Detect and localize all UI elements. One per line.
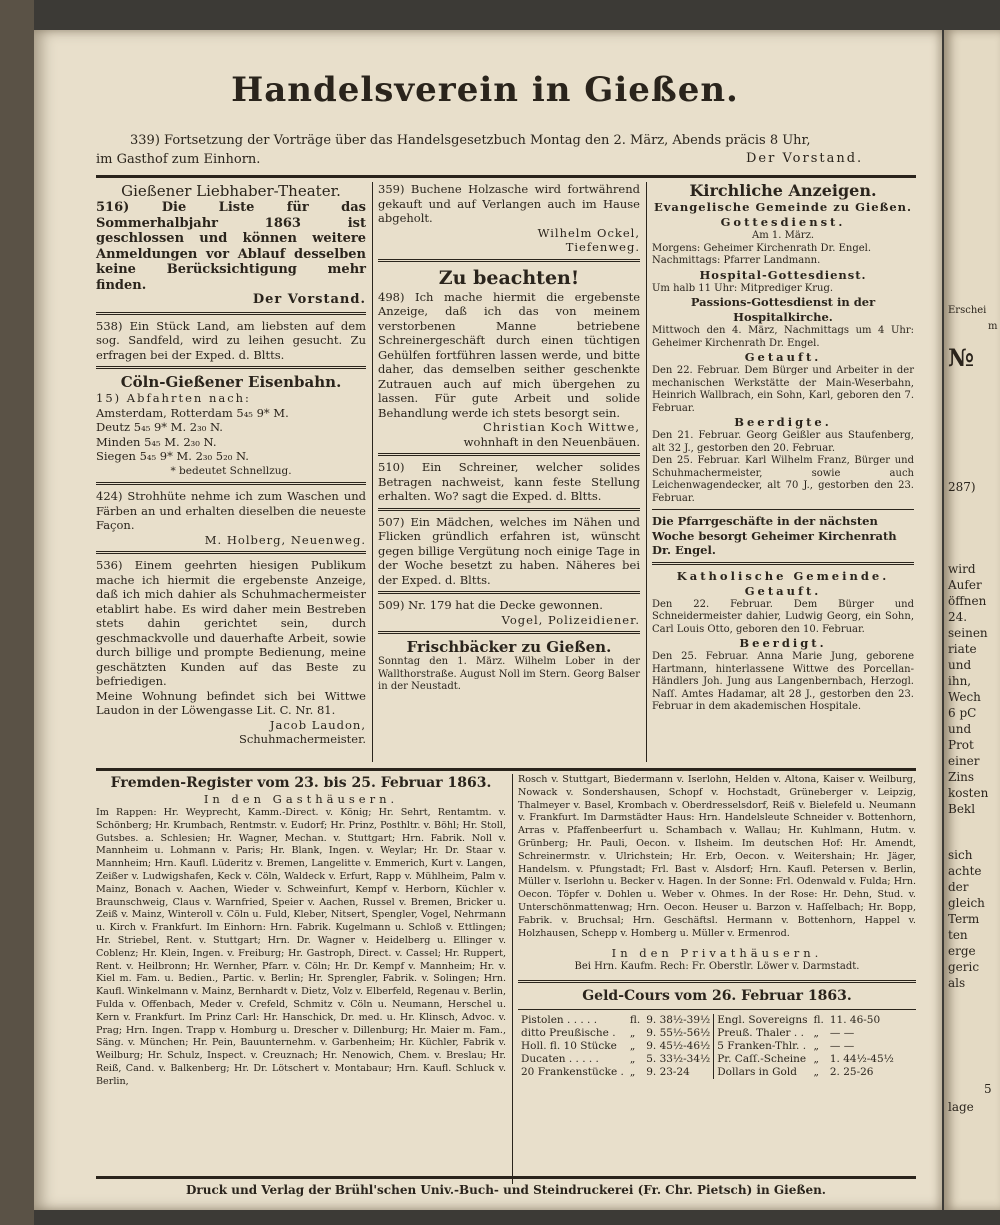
column-divider-1 [372,182,373,762]
geld-row [518,1027,897,1040]
geld-cell: „ [813,1065,819,1078]
geld-cell: Holl. fl. 10 Stücke [521,1039,617,1052]
geld-cell: 1. 44½-45½ [829,1052,894,1065]
adjacent-text-9: seinen [948,626,988,640]
catholic-buried-text: Den 25. Februar. Anna Marie Jung, geborene Hartmann, hinterlassene Wittwe des Porcellan-Händlers Joh. Jung aus Langenbernbach, Herzogl. Naſſ. Amtes Hadamar, alt 28 J., gestorben den 23. Februar in dem akademischen Hospitale. [652,651,914,712]
geld-cell: 5. 33½-34½ [646,1052,711,1065]
geld-cell: 9. 38½-39½ [646,1013,711,1026]
railway-line-3: Minden 5₄₅ M. 2₃₀ N. [96,434,217,449]
theater-signature: Der Vorstand. [252,292,366,307]
geld-table [518,1014,897,1079]
hospital-title: Hospital-Gottesdienst. [699,267,867,282]
notice-line-2: im Gasthof zum Einhorn. [96,152,261,167]
catholic-buried-title: Beerdigt. [739,636,827,650]
adjacent-text-12: ihn, [948,674,972,688]
church-title: Kirchliche Anzeigen. [689,181,877,200]
notice-line-1: 339) Fortsetzung der Vorträge über das Handelsgesetzbuch Montag den 2. März, Abends präcis 8 Uhr, [130,133,811,148]
hospital-text: Um halb 11 Uhr: Mitprediger Krug. [652,282,834,294]
adjacent-text-7: öffnen [948,594,987,608]
geld-row [518,1053,897,1066]
adjacent-text-11: und [948,658,972,672]
header-rule [96,175,916,178]
geld-cell: „ [813,1026,819,1039]
shoemaker-ad: 536) Einem geehrten hiesigen Publikum mache ich hiermit die ergebenste Anzeige, daß ich mich dahier als Schuhmachermeister etablirt habe. Es wird daher mein Bestreben stets dahin gerichtet sein, durch geschmackvolle und dauerhafte Arbeit, sowie durch billige und prompte Bedienung, meine geschätzten Kunden auf das Beste zu befriedigen. [96,558,366,688]
joiner-ad: 510) Ein Schreiner, welcher solides Betragen nachweist, kann feste Stellung erhalten. Wo? sagt die Exped. d. Bltts. [378,460,640,503]
geld-cell: Dollars in Gold [714,1066,811,1079]
woodash-signature-2: Tiefenweg. [565,240,640,254]
adjacent-text-19: kosten [948,786,989,800]
adjacent-text-31: lage [948,1100,974,1114]
geld-cell: — — [829,1039,855,1052]
railway-title: Cöln-Gießener Eisenbahn. [120,373,342,391]
railway-line-4: Siegen 5₄₅ 9* M. 2₃₀ 5₂₀ N. [96,449,249,463]
column-3 [652,182,914,714]
adjacent-text-20: Bekl [948,802,976,816]
geld-row [518,1040,897,1053]
register-text-right: Rosch v. Stuttgart, Biedermann v. Iserlohn, Helden v. Altona, Kaiser v. Weilburg, Nowack v. Sondershausen, Schopf v. Hochstadt, Grüneberger v. Leipzig, Thalmeyer v. Basel, Krombach v. Oberdresselsdorf, Reiß v. Bielefeld u. Neumann v. Frankfurt. Im Darmstädter Haus: Hrn. Handelsleute Schneider v. Bottenhorn, Arras v. Pfaffenbeerfurt u. Schambach v. Wallau; Hr. Kuhlmann, Hutm. v. Grünberg; Hr. Pauli, Oecon. v. Ilsheim. Im deutschen Hof: Hr. Amendt, Schreinermstr. v. Ulrichstein; Hr. Erb, Oecon. v. Weitershain; Hr. Jäger, Handelsm. v. Pfungstadt; Frl. Bast v. Alsdorf; Hrn. Kaufl. Petersen v. Berlin, Müller v. Iserlohn u. Becker v. Hagen. In der Sonne: Frl. Odenwald v. Fulda; Hrn. Oecon. Töpfer v. Dohlen u. Weber v. Ohmes. In der Rose: Hr. Dehn, Stud. v. Unterschönmattenwag; Hrn. Oecon. Heuser u. Barzon v. Haſſelbach; Hr. Bopp, Fabrik. v. Bruchsal; Hrn. Geschäftsl. Hermann v. Bottenhorn, Happel v. Holzhausen, Schepp v. Homberg u. Müller v. Ermenrod. [518,774,916,939]
adjacent-text-3: № [948,343,975,372]
adjacent-text-10: riate [948,642,977,656]
railway-line-1: Amsterdam, Rotterdam 5₄₅ 9* M. [96,405,289,420]
geld-cell: Pr. Caſſ.-Scheine [714,1053,811,1066]
theater-text: 516) Die Liste für das Sommerhalbjahr 1863 ist geschlossen und können weitere Anmeldungen vor Ablauf desselben keine Berücksichtigung mehr finden. [96,200,366,293]
geld-cell: 9. 55½-56½ [646,1026,711,1039]
private-text: Bei Hrn. Kaufm. Rech: Fr. Oberstlr. Löwer v. Darmstadt. [574,961,860,973]
service-title: Gottesdienst. [720,215,846,229]
adjacent-text-29: als [948,976,966,990]
blanket-signature: Vogel, Polizeidiener. [501,612,640,627]
railway-line-2: Deutz 5₄₅ 9* M. 2₃₀ N. [96,420,223,434]
parish-note: Die Pfarrgeschäfte in der nächsten Woche besorgt Geheimer Kirchenrath Dr. Engel. [652,514,897,557]
adjacent-text-8: 24. [948,610,968,624]
geld-cell: 2. 25-26 [829,1065,874,1078]
catholic-baptized-title: Getauft. [744,583,822,598]
column-divider-2 [646,182,647,762]
geld-cell: — — [829,1026,855,1039]
adjacent-text-28: geric [948,960,980,974]
blanket-ad: 509) Nr. 179 hat die Decke gewonnen. [378,598,603,612]
service-afternoon: Nachmittags: Pfarrer Landmann. [652,255,821,266]
attention-title: Zu beachten! [438,266,580,289]
buried-text-1: Den 21. Februar. Georg Geißler aus Staufenberg, alt 32 J., gestorben den 20. Februar. [652,430,914,454]
adjacent-text-14: 6 pC [948,706,977,720]
theater-title: Gießener Liebhaber-Theater. [121,182,341,200]
buried-title: Beerdigte. [734,415,832,429]
page-title: Handelsverein in Gießen. [231,70,739,110]
catholic-baptized-text: Den 22. Februar. Dem Bürger und Schneidermeister dahier, Ludwig Georg, ein Sohn, Carl Louis Otto, geboren den 10. Februar. [652,598,914,635]
column-1 [96,182,366,747]
adjacent-text-5: wird [948,562,976,576]
adjacent-text-16: Prot [948,738,974,752]
notice-signature: Der Vorstand. [746,151,864,166]
geld-cell: „ [813,1052,819,1065]
register-left [96,774,506,1089]
register-right [518,774,916,1079]
hats-ad: 424) Strohhüte nehme ich zum Waschen und Färben an und erhalten dieselben die neueste Façon. [96,489,366,532]
service-morning: Morgens: Geheimer Kirchenrath Dr. Engel. [652,242,872,254]
geld-cell: „ [629,1026,636,1039]
section-rule [96,768,916,771]
adjacent-text-30: 5 [984,1082,992,1096]
adjacent-text-21: sich [948,848,973,862]
footer-imprint: Druck und Verlag der Brühl'schen Univ.-Buch- und Steindruckerei (Fr. Chr. Pietsch) in Gießen. [186,1183,826,1197]
geld-cell: „ [629,1039,636,1052]
land-ad: 538) Ein Stück Land, am liebsten auf dem sog. Sandfeld, wird zu leihen gesucht. Zu erfragen bei der Exped. d. Bltts. [96,318,366,362]
book-edge-left [0,0,34,1225]
geld-cell: Engl. Sovereigns [714,1014,811,1027]
geld-cell: 9. 23-24 [646,1065,690,1078]
geld-row [518,1014,897,1027]
adjacent-text-25: Term [948,912,980,926]
adjacent-text-22: achte [948,864,982,878]
woodash-signature-1: Wilhelm Ockel, [537,225,640,240]
adjacent-text-27: erge [948,944,976,958]
geld-cell: „ [629,1052,636,1065]
passion-text: Mittwoch den 4. März, Nachmittags um 4 Uhr: Geheimer Kirchenrath Dr. Engel. [652,325,914,349]
seamstress-ad: 507) Ein Mädchen, welches im Nähen und Flicken gründlich erfahren ist, wünscht gegen billige Vergütung noch einige Tage in der Woche besetzt zu haben. Näheres bei der Exped. d. Bltts. [378,514,640,587]
attention-text: 498) Ich mache hiermit die ergebenste Anzeige, daß ich das von meinem verstorbenen Manne betriebene Schreinergeschäft durch einen tüchtigen Gehülfen fortführen lassen werde, und bitte daher, das demselben seither geschenkte Zutrauen auch auf mich übergehen zu lassen. Für gute Arbeit und solide Behandlung werde ich stets besorgt sein. [378,289,640,420]
footer-rule [96,1176,916,1179]
register-title: Fremden-Register vom 23. bis 25. Februar 1863. [110,775,492,791]
buried-text-2: Den 25. Februar. Karl Wilhelm Franz, Bürger und Schuhmachermeister, sowie auch Leichenwagendecker, alt 70 J., gestorben den 23. Februar. [652,455,914,504]
baptized-title: Getauft. [744,350,822,364]
geld-cell: Preuß. Thaler . . [714,1027,811,1040]
geld-row [518,1066,897,1079]
register-divider [512,774,513,1184]
service-date: Am 1. März. [751,230,815,241]
private-title: In den Privathäusern. [611,946,823,961]
geld-cell: 5 Franken-Thlr. . [714,1040,811,1053]
adjacent-text-24: gleich [948,896,985,910]
geld-cell: fl. [813,1013,824,1026]
newspaper-page [34,30,942,1210]
geld-cell: ditto Preußische . [521,1026,616,1039]
geld-cell: „ [813,1039,819,1052]
catholic-title: Katholische Gemeinde. [676,568,890,583]
woodash-ad: 359) Buchene Holzasche wird fortwährend gekauft und auf Verlangen auch im Hause abgeholt. [378,182,640,225]
adjacent-text-1: Erschei [948,305,987,316]
passion-title: Passions-Gottesdienst in der Hospitalkirche. [690,295,876,324]
adjacent-text-15: und [948,722,972,736]
geld-cell: 20 Frankenstücke . [521,1065,624,1078]
geld-title: Geld-Cours vom 26. Februar 1863. [582,987,852,1004]
bakers-text: Sonntag den 1. März. Wilhelm Lober in der Wallthorstraße. August Noll im Stern. Georg Balser in der Neustadt. [378,656,640,692]
railway-subtitle: 15) Abfahrten nach: [96,391,251,405]
adjacent-text-23: der [948,880,969,894]
adjacent-text-4: 287) [948,480,976,494]
adjacent-text-17: einer [948,754,980,768]
geld-cell: 11. 46-50 [829,1013,881,1026]
evangelical-title: Evangelische Gemeinde zu Gießen. [653,200,913,214]
geld-cell: fl. [629,1013,641,1026]
attention-signature-1: Christian Koch Wittwe, [482,420,640,434]
shoemaker-signature-2: Schuhmachermeister. [238,732,366,746]
railway-note: * bedeutet Schnellzug. [170,464,292,477]
shoemaker-address: Meine Wohnung befindet sich bei Wittwe Laudon in der Löwengasse Lit. C. Nr. 81. [96,688,366,717]
hats-signature: M. Holberg, Neuenweg. [204,532,366,547]
geld-cell: 9. 45½-46½ [646,1039,711,1052]
adjacent-text-2: m [988,321,998,332]
register-text-left: Im Rappen: Hr. Weyprecht, Kamm.-Direct. v. König; Hr. Sehrt, Rentamtm. v. Schönberg; Hr. Krumbach, Rentmstr. v. Eudorf; Hr. Prinz, Posthltr. v. Böhl; Hr. Stoll, Gutsbes. a. Schlesien; Hr. Wagner, Mechan. v. Stuttgart; Hrn. Fabrik. Noll v. Mannheim u. Lohmann v. Paris; Hr. Blank, Ingen. v. Weylar; Hr. Dr. Staar v. Mannheim; Hrn. Kaufl. Lüderitz v. Bremen, Langelitte v. Emmerich, Kurt v. Langen, Zeißer v. Ludwigshafen, Keck v. Cöln, Waldeck v. Erfurt, Rapp v. Mühlheim, Palm v. Mainz, Bonach v. Aachen, Wieder v. Schweinfurt, Kempf v. Herborn, Küchler v. Braunschweig, Claus v. Warnfried, Speier v. Aachen, Russel v. Bremen, Bricker u. Zeiß v. Mainz, Winteroll v. Cöln u. Fuld, Kleber, Nitsert, Spengler, Vogel, Nehrmann u. Kirch v. Frankfurt. Im Einhorn: Hrn. Fabrik. Kugelmann u. Schloß v. Ettlingen; Hr. Striebel, Rent. v. Stuttgart; Hrn. Dr. Wagner v. Heidelberg u. Ellinger v. Coblenz; Hr. Klein, Ingen. v. Freiburg; Hr. Gastroph, Direct. v. Cassel; Hr. Ruppert, Rent. v. Heilbronn; Hr. Wernher, Pfarr. v. Cöln; Hr. Dr. Kempf v. Mannheim; Hr. v. Kiel m. Fam. u. Bedien., Partic. v. Berlin; Hr. Sprengler, Fabrik. v. Solingen; Hrn. Kaufl. Winkelmann v. Mainz, Bernhardt v. Dietz, Volz v. Elberfeld, Regenau v. Berlin, Fulda v. Offenbach, Meder v. Crefeld, Schmitz v. Cöln u. Neumann, Herschel u. Kern v. Frankfurt. Im Prinz Carl: Hr. Hanschick, Dr. med. u. Hr. Klinsch, Advoc. v. Prag; Hrn. Ingen. Trapp v. Homburg u. Drescher v. Dillenburg; Hr. Maier m. Fam., Säng. v. München; Hr. Pein, Bauunternehm. v. Garbenheim; Hr. Küchler, Fabrik v. Weilburg; Hr. Schulz, Inspect. v. Creuznach; Hr. Nenowich, Chem. v. Breslau; Hr. Reiß, Cand. v. Balkenberg; Hr. Dr. Lötschert v. Montabaur; Hrn. Kaufl. Schluck v. Berlin, [96,807,506,1087]
baptized-text: Den 22. Februar. Dem Bürger und Arbeiter in der mechanischen Werkstätte der Main-Weserbahn, Heinrich Wallbrach, ein Sohn, Karl, geboren den 7. Februar. [652,365,914,414]
register-subtitle: In den Gasthäusern. [203,792,399,806]
attention-signature-2: wohnhaft in den Neuenbäuen. [463,434,640,449]
adjacent-text-18: Zins [948,770,975,784]
shoemaker-signature-1: Jacob Laudon, [269,717,366,732]
adjacent-text-13: Wech [948,690,981,704]
geld-cell: „ [629,1065,636,1078]
adjacent-text-26: ten [948,928,968,942]
geld-cell: Pistolen . . . . . [521,1013,598,1026]
adjacent-text-6: Aufer [948,578,982,592]
column-2 [378,182,640,694]
bakers-title: Frischbäcker zu Gießen. [406,638,612,656]
adjacent-page [944,30,1000,1210]
geld-cell: Ducaten . . . . . [521,1052,599,1065]
